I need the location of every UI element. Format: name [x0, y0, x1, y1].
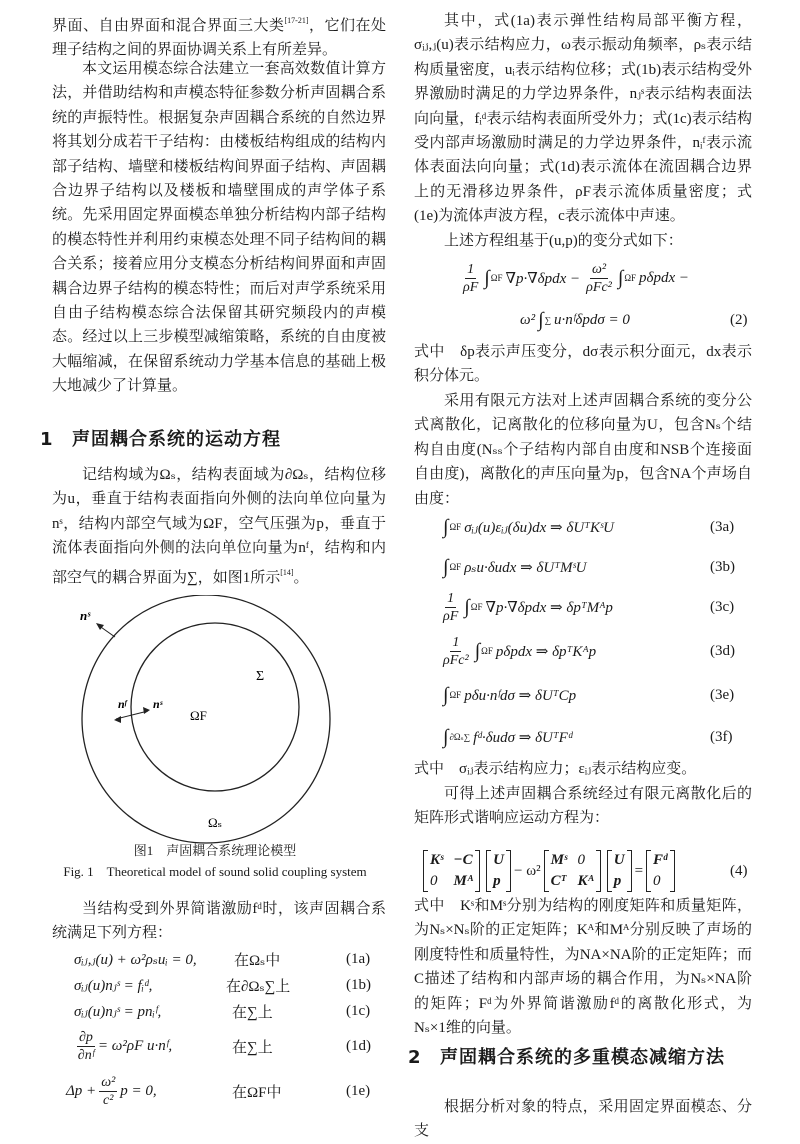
- paragraph: 式中 δp表示声压变分，dσ表示积分面元，dx表示积分体元。: [414, 344, 752, 385]
- numerator: ω²: [101, 1074, 116, 1090]
- vector-entry: U: [613, 852, 625, 868]
- figure-caption-cn: 图1 声固耦合系统理论模型: [133, 843, 297, 858]
- section-number: 1: [40, 429, 54, 450]
- paragraph: 本文运用模态综合法建立一套高效数值计算方法，并借助结构和声模态特征参数分析声固耦合系统的声振特性。根据复杂声固耦合系统的自然边界将其划分成若干子结构：由楼板结构组成的结构内部子结构、墙壁和楼板结构间界面子结构、声固耦合边界子结构以及楼板和墙壁围成的声学体子系统。先采用固定界面模态单独分析结构内部子结构的模态特性并利用约束模态处理不同子结构间的耦合关系；接着应用分支模态分析结构间界面和声固耦合边界子结构的模态特性；而后对声学系统采用自由子结构模态综合法保留其研究频段内的声模态。经过以上三步模型减缩策略，系统的自由度被大幅缩减，在保留系统动力学基本信息的基础上极大地减少了计算量。: [52, 61, 386, 395]
- equation-number: (3d): [710, 642, 735, 659]
- paragraph: 当结构受到外界简谐激励fᵈ时，该声固耦合系统满足下列方程：: [52, 901, 386, 942]
- text: ，它们在处理子结构之间的界面协调关系上有所差异。: [52, 18, 386, 59]
- equation-3c: [440, 590, 752, 624]
- paragraph: 式中 σᵢⱼ表示结构应力；εᵢⱼ表示结构应变。: [414, 761, 697, 777]
- equation-term: pδpdx −: [639, 269, 690, 286]
- paragraph: 式中 Kˢ和Mˢ分别为结构的刚度矩阵和质量矩阵，为Nₛ×Nₛ阶的正定矩阵；Kᴬ和Mᴬ分别反映了声场的刚度特性和质量特性，为NA×NA阶的正定矩阵；而C描述了结构和内部声场的耦合作用，为Nₛ×NA阶的矩阵；Fᵈ为外界简谐激励fᵈ的离散化形式，为Nₛ×1维的向量。: [414, 898, 752, 1037]
- matrix-entry: Kˢ: [430, 852, 444, 868]
- figure-caption-en: Fig. 1 Theoretical model of sound solid coupling system: [63, 864, 367, 879]
- section-title: 声固耦合系统的多重模态减缩方法: [440, 1047, 725, 1068]
- arrowhead: [114, 716, 121, 723]
- equation-expression: σᵢⱼ(u)εᵢⱼ(δu)dx ⇒ δUᵀKˢU: [464, 519, 614, 536]
- equation-number: (3e): [710, 686, 735, 703]
- equation-expression: σᵢⱼ(u)nⱼˢ = pnᵢᶠ,: [74, 1004, 162, 1020]
- text: 记结构域为Ωₛ，结构表面域为∂Ωₛ，结构位移为u，垂直于结构表面指向外侧的法向单位向量为nˢ，结构内部空气域为ΩF，空气压强为p，垂直于流体表面指向外侧的法向单位向量为nᶠ，结构和内部空气的耦合界面为∑，如图1所示: [52, 467, 386, 586]
- equation-1c: [74, 1002, 394, 1021]
- numerator: 1: [452, 634, 460, 650]
- integral-domain: ΩF: [449, 522, 462, 532]
- integral-sign: ∫: [443, 725, 449, 748]
- matrix-entry: Cᵀ: [550, 873, 567, 889]
- label-outer-normal: nˢ: [80, 608, 91, 623]
- integral-domain: ΩF: [470, 602, 483, 612]
- stiffness-coupling-matrix: [423, 850, 480, 892]
- mass-coupling-matrix: [544, 850, 601, 892]
- equation-1e: [66, 1072, 394, 1110]
- equation-1b: [74, 976, 394, 995]
- equation-expression: fᵈ·δudσ ⇒ δUᵀFᵈ: [473, 729, 573, 746]
- equation-expression: pδpdx ⇒ δpᵀKᴬp: [495, 643, 597, 660]
- integral-domain: ΩF: [449, 690, 462, 700]
- vector-entry: Fᵈ: [653, 852, 668, 868]
- paragraph: 可得上述声固耦合系统经过有限元离散化后的矩阵形式谐响应运动方程为：: [414, 786, 752, 827]
- arrowhead: [143, 707, 150, 714]
- equation-2-line-2: [520, 306, 752, 334]
- numerator: 1: [467, 261, 475, 277]
- equation-number: (1e): [346, 1082, 371, 1099]
- equation-2-line-1: [460, 258, 689, 298]
- equation-expression: = ω²ρF u·nᶠ,: [97, 1037, 173, 1054]
- matrix-entry: 0: [577, 852, 585, 868]
- vector-entry: p: [493, 873, 501, 889]
- equation-condition: 在ΩF中: [232, 1084, 282, 1101]
- vector-entry: U: [493, 852, 504, 868]
- equation-3b: [440, 550, 752, 584]
- paragraph: 采用有限元方法对上述声固耦合系统的变分公式离散化，记离散化的位移向量为U，包含Nₛ个结构自由度(Nₛₛ个子结构内部自由度和NSB个连接面自由度)，离散化的声压向量为p，包含NA个声场自由度：: [414, 393, 752, 507]
- paragraph: 根据分析对象的特点，采用固定界面模态、分支: [414, 1099, 752, 1140]
- state-vector: [486, 850, 511, 892]
- vector-entry: p: [613, 873, 622, 889]
- integral-sign: ∫: [443, 555, 449, 578]
- integral-sign: ∫: [443, 683, 449, 706]
- equation-number: (3a): [710, 518, 735, 535]
- numerator: 1: [447, 590, 455, 606]
- equation-expression: ∇p·∇δpdx ⇒ δpᵀMᴬp: [485, 599, 613, 616]
- equation-3a: [440, 510, 752, 544]
- numerator: ω²: [591, 261, 607, 277]
- equation-number: (3b): [710, 558, 735, 575]
- equation-expression: σᵢⱼ(u)nⱼˢ = fᵢᵈ,: [74, 978, 153, 994]
- citation: [17-21]: [284, 16, 309, 25]
- text: 界面、自由界面和混合界面三大类: [52, 18, 285, 34]
- matrix-entry: Mᴬ: [453, 873, 474, 889]
- fraction: [77, 1029, 95, 1064]
- integral-sign: ∫: [443, 515, 449, 538]
- figure-1-diagram: [60, 595, 360, 847]
- integral-domain: ΩF: [490, 273, 503, 283]
- label-structure-domain: Ωₛ: [208, 815, 223, 830]
- equation-operator: − ω²: [513, 862, 541, 879]
- equation-3e: [440, 678, 752, 712]
- denominator: ρFc²: [443, 652, 469, 668]
- equation-expression: pδu·nᶠdσ ⇒ δUᵀCp: [464, 687, 577, 704]
- equation-expression: p = 0,: [120, 1082, 157, 1099]
- label-interface: Σ: [256, 669, 265, 684]
- equation-1a: [74, 950, 394, 969]
- denominator: ∂nᶠ: [77, 1047, 95, 1063]
- force-vector: [646, 850, 675, 892]
- integral-sign: ∫: [474, 639, 481, 662]
- equation-term: u·nᶠδpdσ = 0: [554, 311, 630, 328]
- equation-number: (1d): [346, 1037, 371, 1054]
- citation: [14]: [280, 567, 294, 577]
- integral-domain: ΩF: [624, 273, 637, 283]
- integral-sign: ∫: [464, 595, 470, 618]
- integral-domain: ∑: [544, 315, 551, 325]
- label-inner-normal: nˢ: [153, 697, 163, 711]
- equation-number: (1c): [346, 1003, 371, 1019]
- integral-domain: ΩF: [481, 646, 493, 656]
- state-vector: [607, 850, 632, 892]
- label-fluid-domain: ΩF: [190, 708, 207, 723]
- equation-condition: 在Ωₛ中: [234, 953, 281, 969]
- fraction: [443, 590, 458, 625]
- denominator: c²: [103, 1092, 114, 1108]
- paragraph: [52, 463, 386, 590]
- equation-term: ω²: [520, 311, 536, 328]
- equation-number: (3f): [710, 728, 733, 745]
- matrix-entry: −C: [453, 852, 473, 868]
- vector-entry: 0: [653, 873, 661, 889]
- equation-condition: 在∑上: [232, 1005, 273, 1021]
- integral-domain: ΩF: [449, 562, 462, 572]
- denominator: ρF: [443, 608, 459, 624]
- equation-4: [420, 848, 752, 894]
- equation-number: (3c): [710, 598, 735, 615]
- label-fluid-normal: nᶠ: [118, 697, 127, 711]
- equation-3f: [440, 720, 752, 754]
- section-number: 2: [408, 1047, 422, 1068]
- equation-number: (1a): [346, 951, 371, 967]
- integral-sign: ∫: [617, 266, 624, 289]
- integral-sign: ∫: [484, 266, 490, 289]
- paragraph: 其中，式(1a)表示弹性结构局部平衡方程，σᵢⱼ,ⱼ(u)表示结构应力，ω表示振动角频率，ρₛ表示结构质量密度，uᵢ表示结构位移；式(1b)表示结构受外界激励时满足的力学边界条件，nⱼˢ表示结构表面法向向量，fᵢᵈ表示结构表面所受外力；式(1c)表示结构受内部声场激励时满足的力学边界条件，nᵢᶠ表示流体表面法向向量；式(1d)表示流体在流固耦合边界上的无滑移边界条件，ρF表示流体质量密度；式(1e)为流体声波方程，c表示流体中声速。: [414, 13, 752, 225]
- fraction: [463, 261, 478, 296]
- equation-number: (1b): [346, 977, 371, 993]
- equation-expression: Δp +: [66, 1082, 97, 1099]
- denominator: ρF: [463, 279, 479, 295]
- equation-number: (2): [730, 311, 748, 328]
- integral-domain: ∂Ωₛ∑: [449, 731, 471, 742]
- section-heading-1: [40, 425, 281, 451]
- fraction: [586, 261, 612, 296]
- fraction: [443, 634, 469, 669]
- matrix-entry: Mˢ: [550, 852, 568, 868]
- equation-condition: 在∂Ωₛ∑上: [226, 979, 291, 995]
- equation-operator: =: [634, 862, 644, 879]
- integral-sign: ∫: [538, 308, 544, 331]
- equation-number: (4): [730, 862, 748, 879]
- fraction: [99, 1074, 117, 1109]
- paragraph: [52, 9, 386, 63]
- numerator: ∂p: [79, 1029, 93, 1045]
- section-heading-2: [408, 1043, 725, 1069]
- equation-3d: [440, 634, 752, 668]
- equation-term: ∇p·∇δpdx −: [505, 270, 581, 287]
- denominator: ρFc²: [586, 279, 612, 295]
- matrix-entry: Kᴬ: [577, 873, 594, 889]
- matrix-entry: 0: [430, 873, 438, 889]
- equation-1d: [74, 1027, 394, 1065]
- equation-expression: ρₛu·δudx ⇒ δUᵀMˢU: [464, 559, 587, 576]
- equation-expression: σᵢⱼ,ⱼ(u) + ω²ρₛuᵢ = 0,: [74, 952, 197, 968]
- text: 。: [293, 569, 309, 586]
- paragraph: 上述方程组基于(u,p)的变分式如下：: [444, 233, 683, 249]
- equation-condition: 在∑上: [232, 1039, 273, 1056]
- section-title: 声固耦合系统的运动方程: [72, 429, 281, 450]
